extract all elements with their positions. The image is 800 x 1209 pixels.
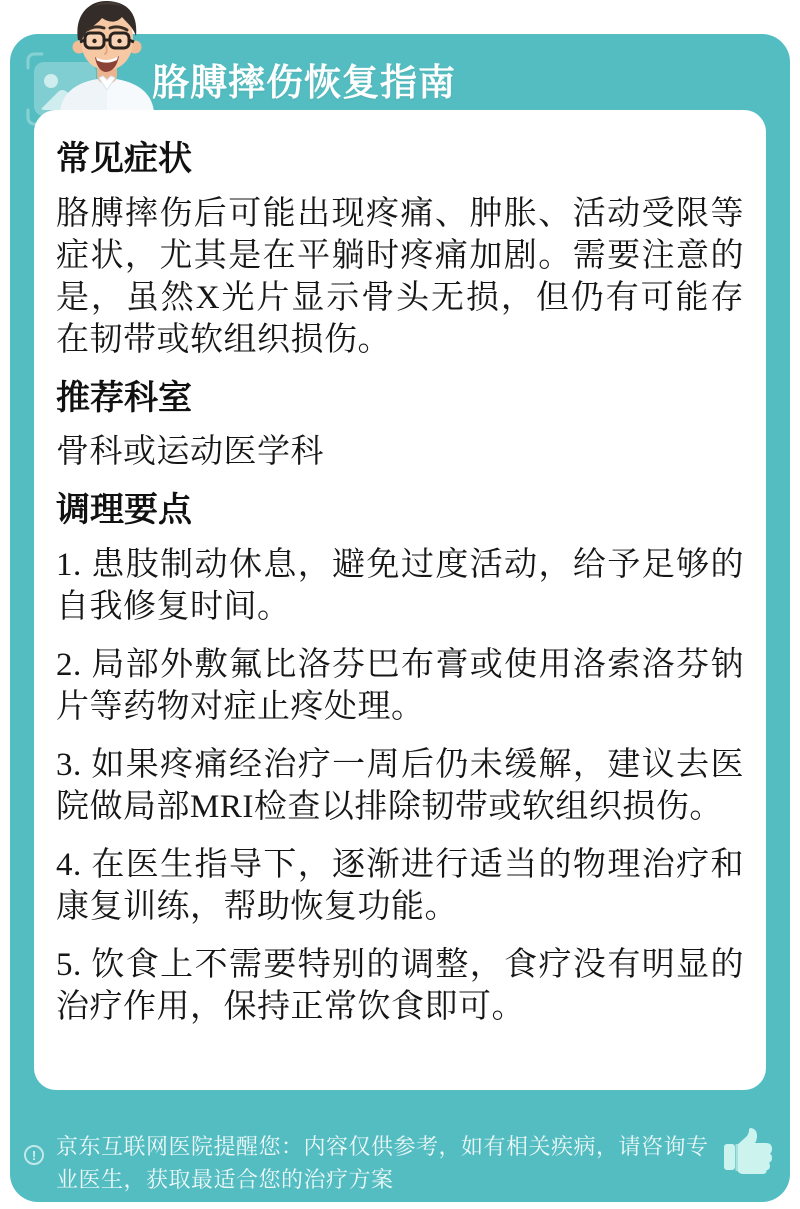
symptoms-paragraph: 胳膊摔伤后可能出现疼痛、肿胀、活动受限等症状，尤其是在平躺时疼痛加剧。需要注意的是，虽然X光片显示骨头无损，但仍有可能存在韧带或软组织损伤。 — [56, 195, 744, 358]
section-heading-symptoms: 常见症状 — [56, 140, 192, 178]
footer-disclaimer: 京东互联网医院提醒您：内容仅供参考，如有相关疾病，请咨询专业医生，获取最适合您的治疗方案 — [56, 1134, 709, 1192]
info-icon-glyph: ! — [31, 1147, 37, 1163]
page-title: 胳膊摔伤恢复指南 — [152, 62, 456, 103]
department-paragraph: 骨科或运动医学科 — [56, 434, 324, 470]
care-item-4: 4. 在医生指导下，逐渐进行适当的物理治疗和康复训练，帮助恢复功能。 — [56, 846, 744, 925]
care-item-3: 3. 如果疼痛经治疗一周后仍未缓解，建议去医院做局部MRI检查以排除韧带或软组织损伤。 — [56, 746, 744, 825]
care-item-1: 1. 患肢制动休息，避免过度活动，给予足够的自我修复时间。 — [56, 546, 744, 625]
care-item-2: 2. 局部外敷氟比洛芬巴布膏或使用洛索洛芬钠片等药物对症止疼处理。 — [56, 646, 744, 725]
thumbs-up-icon[interactable] — [722, 1128, 774, 1174]
section-heading-care: 调理要点 — [56, 491, 192, 529]
info-icon — [24, 1145, 44, 1165]
section-heading-department: 推荐科室 — [56, 378, 192, 417]
care-item-5: 5. 饮食上不需要特别的调整，食疗没有明显的治疗作用，保持正常饮食即可。 — [56, 946, 744, 1025]
content-card — [34, 110, 766, 1090]
